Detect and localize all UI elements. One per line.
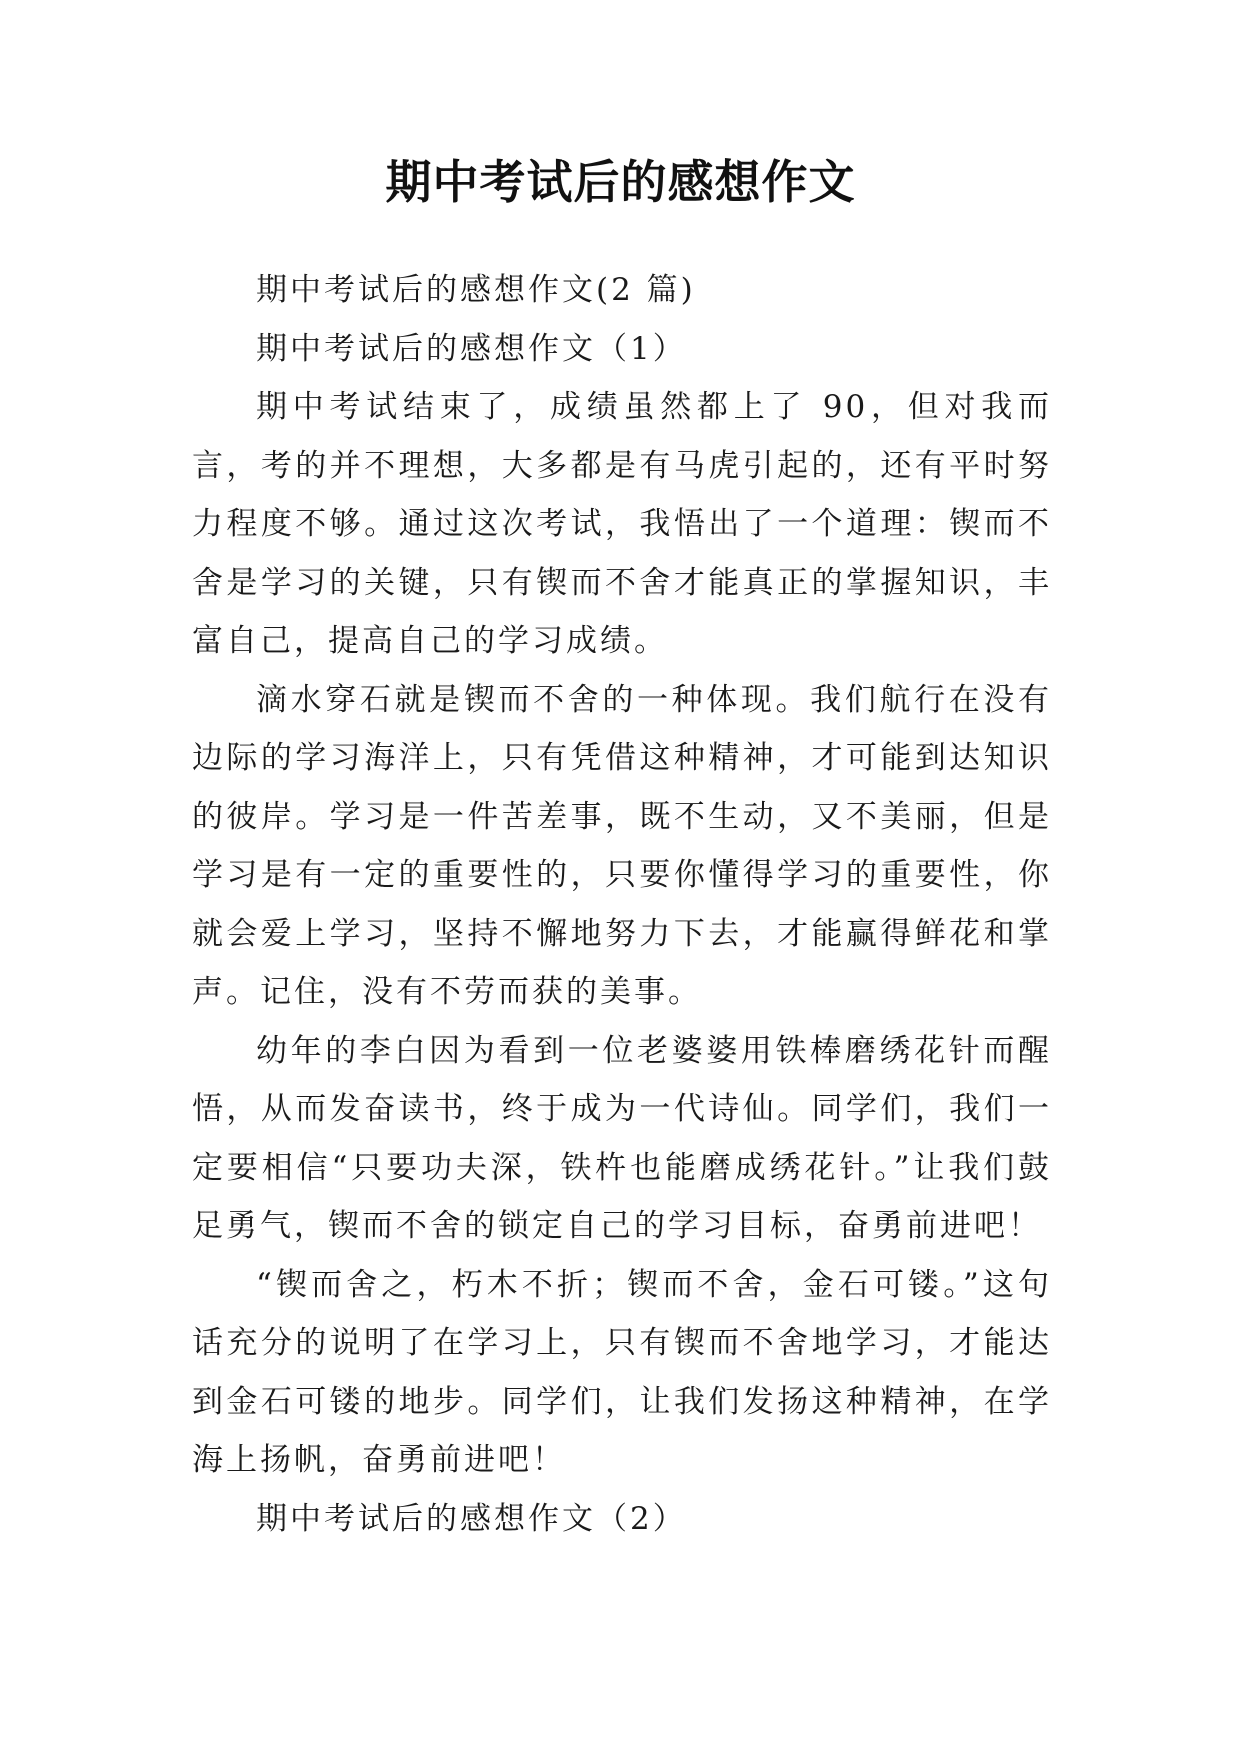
document-body: [192, 261, 1052, 1548]
document-title: 期中考试后的感想作文: [385, 155, 856, 209]
subtitle-paragraph: 期中考试后的感想作文(2 篇): [256, 272, 696, 308]
section-heading-1: 期中考试后的感想作文（1）: [256, 330, 687, 367]
body-paragraph: “锲而舍之，朽木不折；锲而不舍，金石可镂。”这句话充分的说明了在学习上，只有锲而不舍地学习，才能达到金石可镂的地步。同学们，让我们发扬这种精神，在学海上扬帆，奋勇前进吧！: [192, 1266, 1052, 1478]
body-paragraph: 滴水穿石就是锲而不舍的一种体现。我们航行在没有边际的学习海洋上，只有凭借这种精神，才可能到达知识的彼岸。学习是一件苦差事，既不生动，又不美丽，但是学习是有一定的重要性的，只要你懂得学习的重要性，你就会爱上学习，坚持不懈地努力下去，才能赢得鲜花和掌声。记住，没有不劳而获的美事。: [192, 681, 1052, 1010]
body-paragraph: 幼年的李白因为看到一位老婆婆用铁棒磨绣花针而醒悟，从而发奋读书，终于成为一代诗仙。同学们，我们一定要相信“只要功夫深，铁杵也能磨成绣花针。”让我们鼓足勇气，锲而不舍的锁定自己的学习目标，奋勇前进吧！: [192, 1032, 1052, 1244]
body-paragraph: 期中考试结束了，成绩虽然都上了 90，但对我而言，考的并不理想，大多都是有马虎引起的，还有平时努力程度不够。通过这次考试，我悟出了一个道理：锲而不舍是学习的关键，只有锲而不舍才能真正的掌握知识，丰富自己，提高自己的学习成绩。: [192, 389, 1052, 659]
section-heading-2: 期中考试后的感想作文（2）: [256, 1500, 687, 1537]
